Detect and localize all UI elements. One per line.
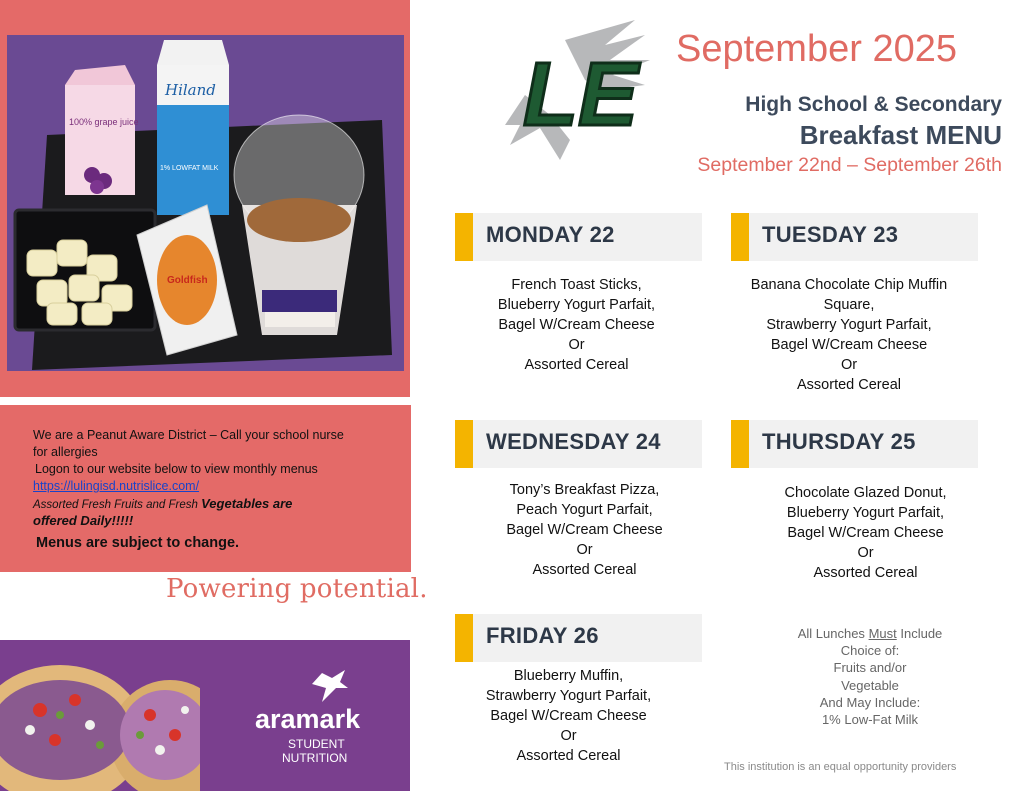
note-line: Fruits and/or xyxy=(833,660,907,676)
breakfast-tray-photo xyxy=(7,35,404,371)
menu-audience: High School & Secondary xyxy=(745,93,1002,116)
menu-item: Assorted Cereal xyxy=(532,562,637,578)
menu-item: Square, xyxy=(823,297,875,313)
day-items-wednesday xyxy=(463,480,706,580)
milk-type-label: 1% LOWFAT MILK xyxy=(160,165,219,172)
aramark-wordmark: aramark xyxy=(255,704,361,734)
breakfast-tray-illustration xyxy=(7,35,404,371)
day-header-tuesday xyxy=(731,213,978,261)
note-post: Include xyxy=(900,626,943,641)
day-header-wednesday xyxy=(455,420,702,468)
menu-item: Assorted Cereal xyxy=(524,357,629,373)
day-header-thursday xyxy=(731,420,978,468)
peanut-aware-text: We are a Peanut Aware District – Call your school nurse xyxy=(33,428,344,442)
tacos-illustration xyxy=(0,640,410,791)
menu-item: Bagel W/Cream Cheese xyxy=(506,522,663,538)
aramark-line1: STUDENT xyxy=(288,737,345,751)
menu-item: Or xyxy=(576,542,593,558)
fruits-bold-text: Vegetables are xyxy=(201,496,293,511)
school-logo xyxy=(495,20,655,160)
day-items-thursday xyxy=(744,483,987,583)
day-header-monday xyxy=(455,213,702,261)
menu-item: Assorted Cereal xyxy=(813,565,918,581)
day-title: FRIDAY 26 xyxy=(486,623,599,648)
day-header-friday xyxy=(455,614,702,662)
menu-item: Bagel W/Cream Cheese xyxy=(498,317,655,333)
day-title: THURSDAY 25 xyxy=(762,429,916,454)
menu-item: Or xyxy=(560,728,577,744)
menu-item: Blueberry Muffin, xyxy=(513,668,624,684)
menu-item: Assorted Cereal xyxy=(797,377,901,393)
day-items-friday xyxy=(447,666,690,766)
day-items-monday xyxy=(455,275,698,375)
accent-bar xyxy=(455,213,473,261)
info-box xyxy=(0,405,411,572)
tagline: Powering potential. xyxy=(166,574,428,604)
note-pre: All Lunches xyxy=(797,626,865,641)
website-instruction-text: Logon to our website below to view monthly menus xyxy=(35,462,318,476)
note-first-line xyxy=(740,625,1000,642)
menu-item: French Toast Sticks, xyxy=(511,277,642,293)
day-items-tuesday xyxy=(722,275,976,395)
juice-label: 100% grape juice xyxy=(69,117,139,127)
menu-item: Chocolate Glazed Donut, xyxy=(784,485,947,501)
logo-letters: LE xyxy=(523,45,639,145)
accent-bar xyxy=(455,420,473,468)
offered-daily-text: offered Daily!!!!! xyxy=(33,513,134,528)
menu-month: September 2025 xyxy=(676,28,957,70)
note-line: 1% Low-Fat Milk xyxy=(821,712,919,728)
menus-change-text: Menus are subject to change. xyxy=(36,535,240,551)
menu-item: Bagel W/Cream Cheese xyxy=(787,525,944,541)
accent-bar xyxy=(455,614,473,662)
equal-opportunity-footer: This institution is an equal opportunity providers xyxy=(724,761,957,773)
menu-item: Blueberry Yogurt Parfait, xyxy=(786,505,945,521)
menu-item: Bagel W/Cream Cheese xyxy=(490,708,647,724)
menu-item: Or xyxy=(568,337,585,353)
day-title: WEDNESDAY 24 xyxy=(486,429,661,454)
menu-item: Or xyxy=(840,357,858,373)
menu-item: Strawberry Yogurt Parfait, xyxy=(485,688,652,704)
menu-item: Blueberry Yogurt Parfait, xyxy=(497,297,656,313)
accent-bar xyxy=(731,420,749,468)
aramark-banner xyxy=(0,640,410,791)
day-title: MONDAY 22 xyxy=(486,222,615,247)
day-title: TUESDAY 23 xyxy=(762,222,899,247)
snack-label: Goldfish xyxy=(167,275,208,286)
aramark-line2: NUTRITION xyxy=(282,751,348,765)
menu-item: Strawberry Yogurt Parfait, xyxy=(766,317,932,333)
lunch-requirements-note xyxy=(740,625,1000,728)
accent-bar xyxy=(731,213,749,261)
menu-item: Bagel W/Cream Cheese xyxy=(770,337,928,353)
menu-website-link[interactable]: https://lulingisd.nutrislice.com/ xyxy=(33,479,200,493)
note-must: Must xyxy=(868,626,897,641)
menu-item: Assorted Cereal xyxy=(516,748,621,764)
menu-item: Tony’s Breakfast Pizza, xyxy=(509,482,660,498)
menu-item: Or xyxy=(857,545,874,561)
note-line: Vegetable xyxy=(841,677,899,693)
menu-title: Breakfast MENU xyxy=(799,120,1002,150)
menu-date-range: September 22nd – September 26th xyxy=(697,154,1002,176)
menu-item: Banana Chocolate Chip Muffin xyxy=(750,277,948,293)
allergies-text: for allergies xyxy=(33,445,98,459)
milk-brand-label: Hiland xyxy=(165,81,216,99)
note-line: Choice of: xyxy=(840,643,900,659)
fruits-small-text: Assorted Fresh Fruits and Fresh xyxy=(33,499,198,511)
note-line: And May Include: xyxy=(819,694,921,710)
menu-item: Peach Yogurt Parfait, xyxy=(516,502,653,518)
